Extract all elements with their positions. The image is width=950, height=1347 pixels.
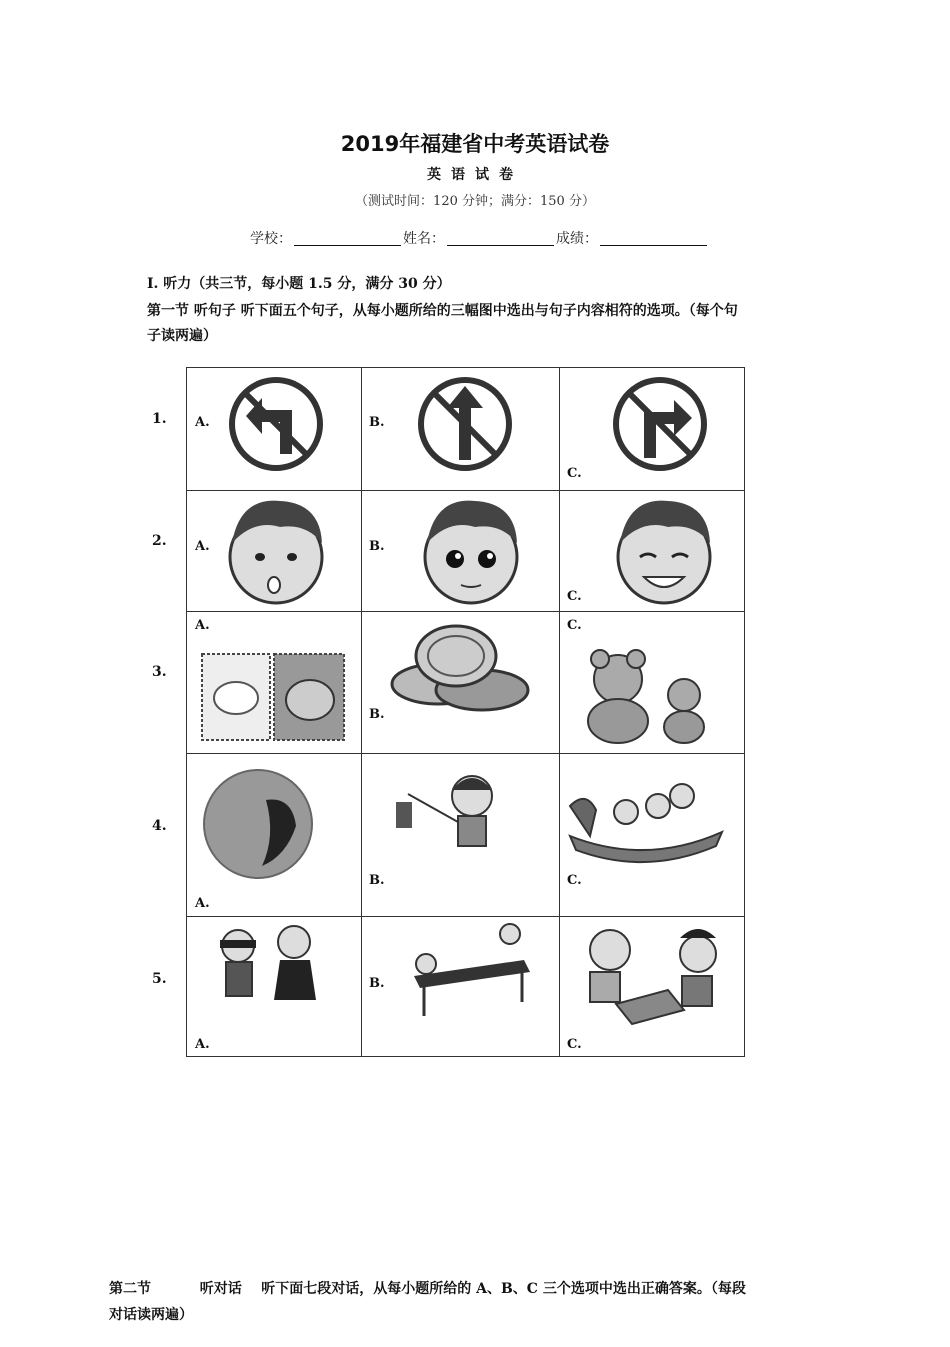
name-blank	[447, 231, 554, 246]
question-number-3: 3.	[152, 664, 167, 680]
wide-eyed-boy-face-icon	[405, 493, 535, 607]
no-right-turn-sign-icon	[598, 372, 728, 484]
section2-instruction-line1: 第二节 听对话 听下面七段对话，从每小题所给的 A、B、C 三个选项中选出正确答案。（每段	[109, 1281, 746, 1297]
page-title: 2019年福建省中考英语试卷	[340, 132, 610, 156]
score-blank	[600, 231, 707, 246]
q3-option-a-label: A.	[195, 618, 210, 633]
firecracker-girl-icon	[388, 766, 538, 866]
page-subtitle: 英语试卷	[427, 167, 523, 183]
exam-timing: （测试时间：120 分钟；满分：150 分）	[355, 194, 595, 209]
section1-instruction-line2: 子读两遍）	[147, 328, 217, 344]
q2-option-b-label: B.	[369, 539, 385, 554]
q4-option-b-label: B.	[369, 873, 385, 888]
name-label: 姓名：	[403, 231, 445, 247]
q5-option-a-label: A.	[195, 1037, 210, 1052]
question-number-4: 4.	[152, 818, 167, 834]
part1-heading: Ⅰ. 听力（共三节，每小题 1.5 分，满分 30 分）	[147, 276, 451, 292]
moon-fairy-icon	[196, 766, 336, 880]
question-number-2: 2.	[152, 533, 167, 549]
q5-option-b-label: B.	[369, 976, 385, 991]
q2-option-a-label: A.	[195, 539, 210, 554]
student-info-line	[250, 228, 709, 248]
q2-option-c-label: C.	[567, 589, 582, 604]
question-number-5: 5.	[152, 971, 167, 987]
no-left-turn-sign-icon	[210, 372, 350, 484]
teddy-bears-icon	[572, 645, 722, 747]
q1-option-c-label: C.	[567, 466, 582, 481]
table-tennis-icon	[398, 920, 538, 1024]
blindfold-game-icon	[198, 920, 338, 1024]
q3-option-b-label: B.	[369, 707, 385, 722]
smiling-boy-face-icon	[598, 493, 728, 607]
question-number-1: 1.	[152, 411, 167, 427]
section2-instruction-line2: 对话读两遍）	[109, 1307, 193, 1323]
q4-option-c-label: C.	[567, 873, 582, 888]
q1-option-b-label: B.	[369, 415, 385, 430]
chess-kids-icon	[576, 920, 726, 1028]
q3-option-c-label: C.	[567, 618, 582, 633]
surprised-boy-face-icon	[210, 493, 340, 607]
coins-icon	[386, 616, 536, 716]
section1-instruction-line1: 第一节 听句子 听下面五个句子，从每小题所给的三幅图中选出与句子内容相符的选项。（每个句	[147, 303, 738, 319]
q4-option-a-label: A.	[195, 896, 210, 911]
dragon-boat-icon	[566, 766, 726, 870]
no-straight-sign-icon	[405, 372, 545, 484]
q5-option-c-label: C.	[567, 1037, 582, 1052]
school-blank	[294, 231, 401, 246]
stamps-icon	[200, 650, 348, 744]
school-label: 学校：	[250, 231, 292, 247]
q1-option-a-label: A.	[195, 415, 210, 430]
score-label: 成绩：	[556, 231, 598, 247]
